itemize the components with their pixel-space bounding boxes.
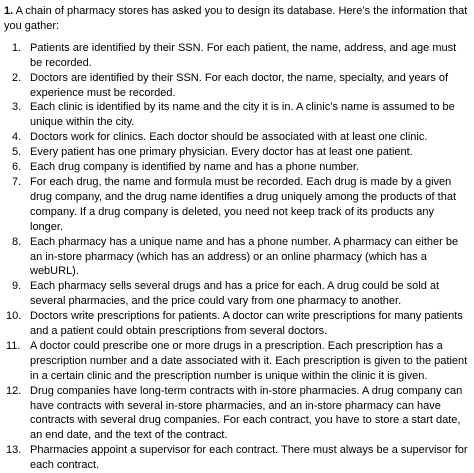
- item-text: Doctors work for clinics. Each doctor should be associated with at least one clinic.: [30, 131, 428, 144]
- document-body: [4, 4, 470, 473]
- item-number: 2.: [12, 71, 22, 84]
- item-text: A doctor could prescribe one or more drugs in a prescription. Each prescription has a prescription number and a date associated with it. Each prescription is given to the patient in a certain clinic and the prescription number is unique within the clinic it is given.: [30, 339, 468, 382]
- list-item: [4, 339, 470, 384]
- item-text: Each drug company is identified by name and has a phone number.: [30, 161, 359, 174]
- item-text: For each drug, the name and formula must be recorded. Each drug is made by a given drug company, and the drug name identifies a drug uniquely among the products of that company. If a drug company is deleted, you need not keep track of its products any longer.: [30, 175, 457, 233]
- item-number: 10.: [6, 310, 22, 323]
- item-text: Pharmacies appoint a supervisor for each contract. There must always be a supervisor for each contract.: [30, 444, 468, 472]
- item-number: 7.: [12, 175, 22, 188]
- list-item: [4, 279, 470, 309]
- item-number: 12.: [6, 384, 22, 397]
- list-item: [4, 235, 470, 280]
- list-item: [4, 443, 470, 473]
- item-text: Drug companies have long-term contracts with in-store pharmacies. A drug company can have contracts with several in-store pharmacies, and an in-store pharmacy can have contracts with several drug companies. For each contract, you have to store a start date, an end date, and the text of the contract.: [30, 384, 463, 442]
- item-number: 13.: [6, 444, 22, 457]
- item-text: Patients are identified by their SSN. For each patient, the name, address, and age must be recorded.: [30, 41, 457, 69]
- list-item: [4, 130, 470, 145]
- intro-text: A chain of pharmacy stores has asked you to design its database. Here’s the information that you gather:: [4, 5, 468, 32]
- item-number: 9.: [12, 280, 22, 293]
- item-number: 1.: [12, 41, 22, 54]
- list-item: [4, 100, 470, 130]
- requirements-list: [4, 41, 470, 473]
- item-text: Each pharmacy has a unique name and has a phone number. A pharmacy can either be an in-store pharmacy (which has an address) or an online pharmacy (which has a webURL).: [30, 235, 459, 278]
- list-item: [4, 41, 470, 71]
- item-number: 5.: [12, 146, 22, 159]
- list-item: [4, 160, 470, 175]
- item-text: Each clinic is identified by its name and the city it is in. A clinic’s name is assumed to be unique within the city.: [30, 101, 455, 129]
- item-text: Each pharmacy sells several drugs and has a price for each. A drug could be sold at several pharmacies, and the price could vary from one pharmacy to another.: [30, 280, 440, 308]
- list-item: [4, 309, 470, 339]
- list-item: [4, 145, 470, 160]
- item-text: Doctors write prescriptions for patients. A doctor can write prescriptions for many patients and a patient could obtain prescriptions from several doctors.: [30, 310, 463, 338]
- item-number: 3.: [12, 101, 22, 114]
- item-number: 4.: [12, 131, 22, 144]
- item-number: 8.: [12, 235, 22, 248]
- list-item: [4, 384, 470, 444]
- question-number: 1.: [4, 5, 14, 17]
- item-text: Doctors are identified by their SSN. For each doctor, the name, specialty, and years of experience must be recorded.: [30, 71, 449, 99]
- list-item: [4, 71, 470, 101]
- intro-paragraph: [4, 4, 470, 34]
- item-text: Every patient has one primary physician. Every doctor has at least one patient.: [30, 146, 413, 159]
- item-number: 6.: [12, 161, 22, 174]
- list-item: [4, 175, 470, 235]
- item-number: 11.: [6, 339, 21, 352]
